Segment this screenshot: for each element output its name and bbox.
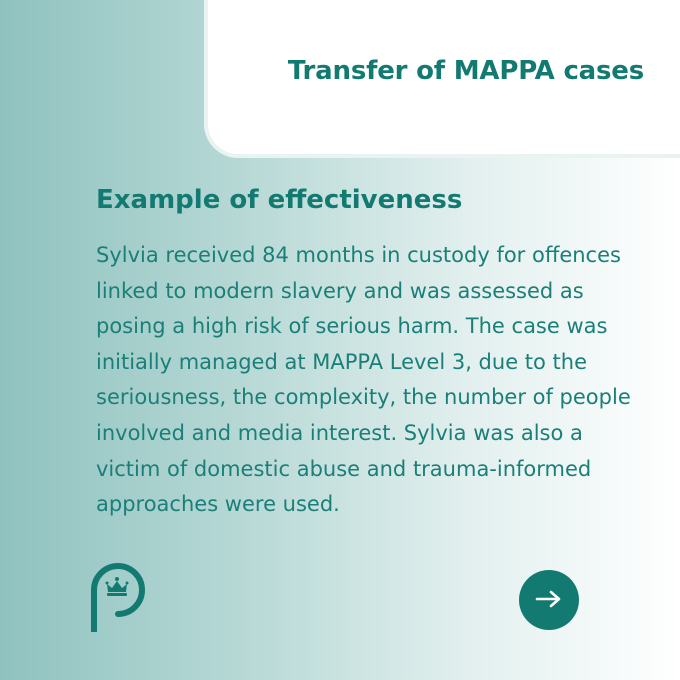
section-heading: Example of effectiveness xyxy=(96,185,463,215)
page-title: Transfer of MAPPA cases xyxy=(287,56,644,86)
next-button[interactable] xyxy=(519,570,579,630)
body-text: Sylvia received 84 months in custody for offences linked to modern slavery and was assessed as posing a high risk of serious harm. The case was initially managed at MAPPA Level 3, due to the seriousness, the complexity, the number of people involved and media interest. Sylvia was also a victim of domestic abuse and trauma-informed approaches were used. xyxy=(96,243,631,517)
probation-crown-logo-icon xyxy=(85,556,149,632)
arrow-right-icon xyxy=(535,589,563,612)
